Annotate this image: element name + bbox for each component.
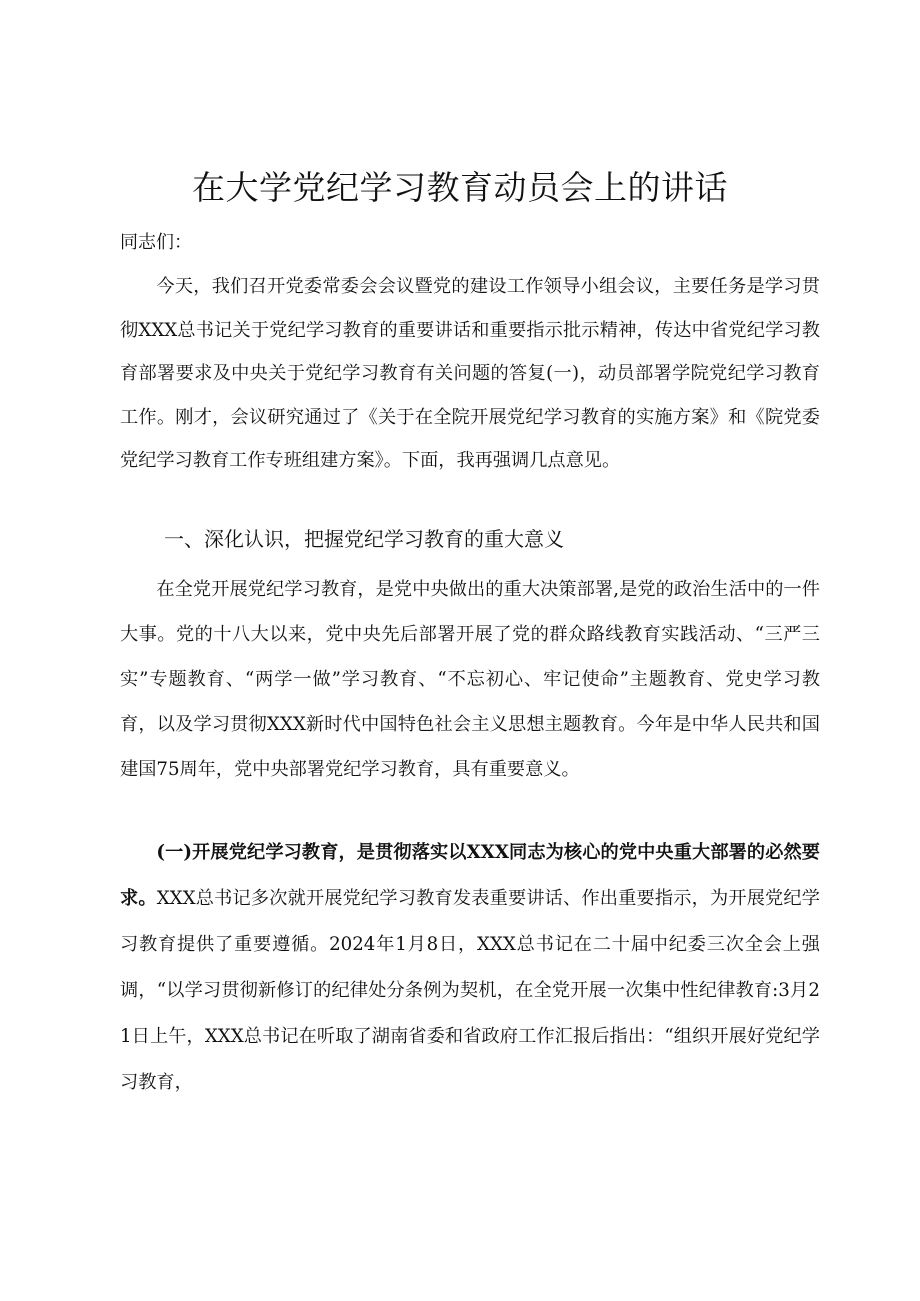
document-title: 在大学党纪学习教育动员会上的讲话 <box>192 168 728 207</box>
paragraph-intro: 今天，我们召开党委常委会会议暨党的建设工作领导小组会议，主要任务是学习贯彻XXX总书记关于党纪学习教育的重要讲话和重要指示批示精神，传达中省党纪学习教育部署要求及中央关于党纪学习教育有关问题的答复(一)，动员部署学院党纪学习教育工作。刚才，会议研究通过了《关于在全院开展党纪学习教育的实施方案》和《院党委党纪学习教育工作专班组建方案》。下面，我再强调几点意见。 <box>120 276 820 471</box>
salutation: 同志们： <box>120 232 192 253</box>
subsection-1-lead: (一)开展党纪学习教育，是贯彻落实以XXX同志为核心的党中央重大部署的必然要求。 <box>120 842 820 909</box>
paragraph-significance: 在全党开展党纪学习教育，是党中央做出的重大决策部署,是党的政治生活中的一件大事。党的十八大以来，党中央先后部署开展了党的群众路线教育实践活动、“三严三实”专题教育、“两学一做”学习教育、“不忘初心、牢记使命”主题教育、党史学习教育，以及学习贯彻XXX新时代中国特色社会主义思想主题教育。今年是中华人民共和国建国75周年，党中央部署党纪学习教育，具有重要意义。 <box>120 579 820 780</box>
section-heading-1: 一、深化认识，把握党纪学习教育的重大意义 <box>164 527 564 551</box>
paragraph-subsection-1 <box>120 830 820 1106</box>
subsection-1-body: XXX总书记多次就开展党纪学习教育发表重要讲话、作出重要指示，为开展党纪学习教育提供了重要遵循。2024年1月8日，XXX总书记在二十届中纪委三次全会上强调，“以学习贯彻新修订的纪律处分条例为契机，在全党开展一次集中性纪律教育:3月21日上午，XXX总书记在听取了湖南省委和省政府工作汇报后指出：“组织开展好党纪学习教育， <box>120 888 820 1093</box>
